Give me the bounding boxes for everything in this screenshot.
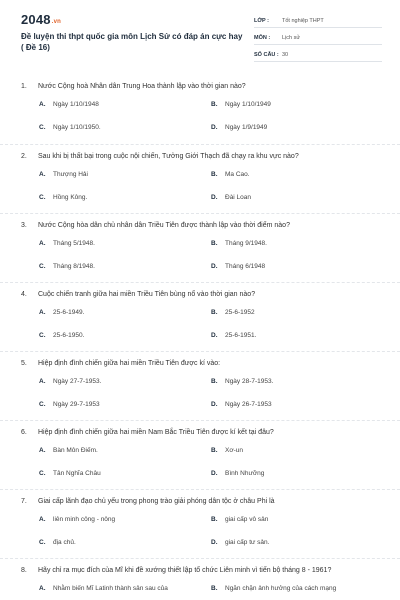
question-prompt: Nước Cộng hòa dân chủ nhân dân Triều Tiên được thành lập vào thời điểm nào? — [38, 222, 290, 229]
option-text: Ngày 26-7-1953 — [225, 401, 272, 408]
page-title: Đề luyện thi thpt quốc gia môn Lịch Sử có đáp án cực hay ( Đề 16) — [21, 32, 243, 52]
option-letter: C. — [39, 263, 46, 270]
option-a[interactable] — [39, 585, 168, 592]
question-prompt: Hiệp định đình chiến giữa hai miền Nam Bắc Triều Tiên được kí kết tại đâu? — [38, 429, 274, 436]
option-text: Tân Nghĩa Châu — [53, 470, 101, 477]
option-text: Nhằm biến Mĩ Latinh thành sân sau của — [53, 585, 168, 592]
option-letter: B. — [211, 171, 218, 178]
option-text: địa chủ. — [53, 539, 76, 546]
option-text: Ngày 1/10/1950. — [53, 124, 101, 131]
option-text: Ngày 1/10/1949 — [225, 101, 271, 108]
option-text: Tháng 8/1948. — [53, 263, 95, 270]
question-text — [21, 498, 275, 505]
option-letter: A. — [39, 585, 46, 592]
option-d[interactable] — [211, 332, 256, 339]
option-letter: D. — [211, 263, 218, 270]
option-letter: B. — [211, 585, 218, 592]
option-c[interactable] — [39, 124, 101, 131]
option-text: liên minh công - nông — [53, 516, 116, 523]
question-number: 8. — [21, 567, 27, 574]
question-prompt: Giai cấp lãnh đạo chủ yếu trong phong trào giải phóng dân tộc ở châu Phi là — [38, 498, 275, 505]
question-prompt: Hiệp định đình chiến giữa hai miền Triều Tiên được kí vào: — [38, 360, 221, 367]
option-letter: C. — [39, 401, 46, 408]
question-list — [0, 75, 400, 600]
meta-value: 30 — [282, 51, 289, 58]
question-7 — [0, 489, 400, 558]
option-letter: D. — [211, 124, 218, 131]
option-b[interactable] — [211, 240, 267, 247]
option-text: Ngày 28-7-1953. — [225, 378, 274, 385]
question-prompt: Cuộc chiến tranh giữa hai miền Triều Tiên bùng nổ vào thời gian nào? — [38, 291, 256, 298]
option-letter: C. — [39, 470, 46, 477]
option-text: 25-6-1949. — [53, 309, 85, 316]
question-number: 6. — [21, 429, 27, 436]
question-number: 2. — [21, 153, 27, 160]
question-text — [21, 222, 290, 229]
option-c[interactable] — [39, 263, 95, 270]
question-prompt: Nước Cộng hoà Nhân dân Trung Hoa thành lập vào thời gian nào? — [38, 83, 246, 90]
option-b[interactable] — [211, 171, 250, 178]
option-letter: B. — [211, 101, 218, 108]
option-letter: A. — [39, 378, 46, 385]
meta-row-class — [254, 14, 382, 28]
option-letter: B. — [211, 378, 218, 385]
option-letter: C. — [39, 124, 46, 131]
exam-meta — [254, 14, 382, 65]
question-number: 4. — [21, 291, 27, 298]
option-letter: C. — [39, 194, 46, 201]
meta-label: SỐ CÂU : — [254, 51, 279, 58]
header — [0, 0, 400, 62]
option-letter: C. — [39, 332, 46, 339]
option-c[interactable] — [39, 332, 84, 339]
option-text: giai cấp vô sản — [225, 516, 269, 523]
option-a[interactable] — [39, 447, 98, 454]
option-d[interactable] — [211, 539, 269, 546]
option-letter: B. — [211, 309, 218, 316]
option-letter: D. — [211, 401, 218, 408]
question-text — [21, 153, 299, 160]
question-number: 5. — [21, 360, 27, 367]
option-letter: D. — [211, 332, 218, 339]
meta-row-subject — [254, 31, 382, 45]
option-text: Ngày 1/9/1949 — [225, 124, 268, 131]
option-text: Bình Nhưỡng — [225, 470, 265, 477]
option-letter: A. — [39, 309, 46, 316]
option-letter: D. — [211, 470, 218, 477]
option-text: 25-6-1952 — [225, 309, 255, 316]
option-text: giai cấp tư sản. — [225, 539, 270, 546]
option-letter: A. — [39, 447, 46, 454]
question-number: 3. — [21, 222, 27, 229]
option-text: 25-6-1950. — [53, 332, 85, 339]
option-a[interactable] — [39, 240, 95, 247]
option-a[interactable] — [39, 171, 88, 178]
option-b[interactable] — [211, 447, 243, 454]
question-prompt: Sau khi bị thất bại trong cuộc nội chiến, Tưởng Giới Thạch đã chạy ra khu vực nào? — [38, 153, 299, 160]
question-4 — [0, 282, 400, 351]
option-text: Bàn Môn Điếm. — [53, 447, 98, 454]
option-text: Đài Loan — [225, 194, 252, 201]
option-text: Xơ-un — [225, 447, 243, 454]
option-c[interactable] — [39, 401, 100, 408]
option-text: Ngăn chặn ảnh hưởng của cách mạng — [225, 585, 337, 592]
option-b[interactable] — [211, 378, 273, 385]
option-letter: A. — [39, 171, 46, 178]
question-5 — [0, 351, 400, 420]
logo-text: 2048 — [21, 12, 51, 27]
option-d[interactable] — [211, 401, 272, 408]
question-text — [21, 83, 246, 90]
option-c[interactable] — [39, 194, 87, 201]
meta-row-count — [254, 48, 382, 62]
option-text: Thượng Hải — [53, 171, 88, 178]
option-a[interactable] — [39, 309, 84, 316]
logo-suffix: .vn — [51, 19, 62, 25]
option-letter: D. — [211, 194, 218, 201]
question-8 — [0, 558, 400, 600]
option-text: Ngày 27-7-1953. — [53, 378, 102, 385]
question-text — [21, 291, 255, 298]
meta-value: Lịch sử — [282, 34, 301, 41]
option-a[interactable] — [39, 378, 101, 385]
option-b[interactable] — [211, 309, 255, 316]
question-6 — [0, 420, 400, 489]
question-number: 7. — [21, 498, 27, 505]
option-a[interactable] — [39, 101, 99, 108]
option-d[interactable] — [211, 194, 251, 201]
option-letter: B. — [211, 240, 218, 247]
question-text — [21, 429, 274, 436]
option-b[interactable] — [211, 516, 268, 523]
question-2 — [0, 144, 400, 213]
meta-label: LỚP : — [254, 17, 269, 24]
option-letter: A. — [39, 240, 46, 247]
question-1 — [0, 75, 400, 144]
option-a[interactable] — [39, 516, 115, 523]
option-letter: B. — [211, 516, 218, 523]
question-text — [21, 360, 220, 367]
option-text: Ma Cao. — [225, 171, 250, 178]
option-text: 25-6-1951. — [225, 332, 257, 339]
site-logo[interactable] — [21, 12, 61, 27]
option-b[interactable] — [211, 585, 336, 592]
option-letter: C. — [39, 539, 46, 546]
question-number: 1. — [21, 83, 27, 90]
option-text: Ngày 29-7-1953 — [53, 401, 100, 408]
option-d[interactable] — [211, 124, 267, 131]
option-letter: A. — [39, 516, 46, 523]
option-text: Tháng 9/1948. — [225, 240, 267, 247]
question-text — [21, 567, 331, 574]
option-letter: D. — [211, 539, 218, 546]
option-text: Tháng 5/1948. — [53, 240, 95, 247]
option-b[interactable] — [211, 101, 271, 108]
option-c[interactable] — [39, 539, 76, 546]
option-c[interactable] — [39, 470, 101, 477]
meta-label: MÔN : — [254, 34, 271, 41]
option-d[interactable] — [211, 470, 264, 477]
option-d[interactable] — [211, 263, 265, 270]
meta-value: Tốt nghiệp THPT — [282, 17, 324, 24]
option-letter: A. — [39, 101, 46, 108]
option-text: Hồng Kông. — [53, 194, 88, 201]
question-3 — [0, 213, 400, 282]
option-text: Ngày 1/10/1948 — [53, 101, 99, 108]
option-text: Tháng 6/1948 — [225, 263, 266, 270]
question-prompt: Hãy chỉ ra mục đích của Mĩ khi đề xướng thiết lập tổ chức Liên minh vì tiến bộ tháng 8 - 1961? — [38, 567, 332, 574]
option-letter: B. — [211, 447, 218, 454]
